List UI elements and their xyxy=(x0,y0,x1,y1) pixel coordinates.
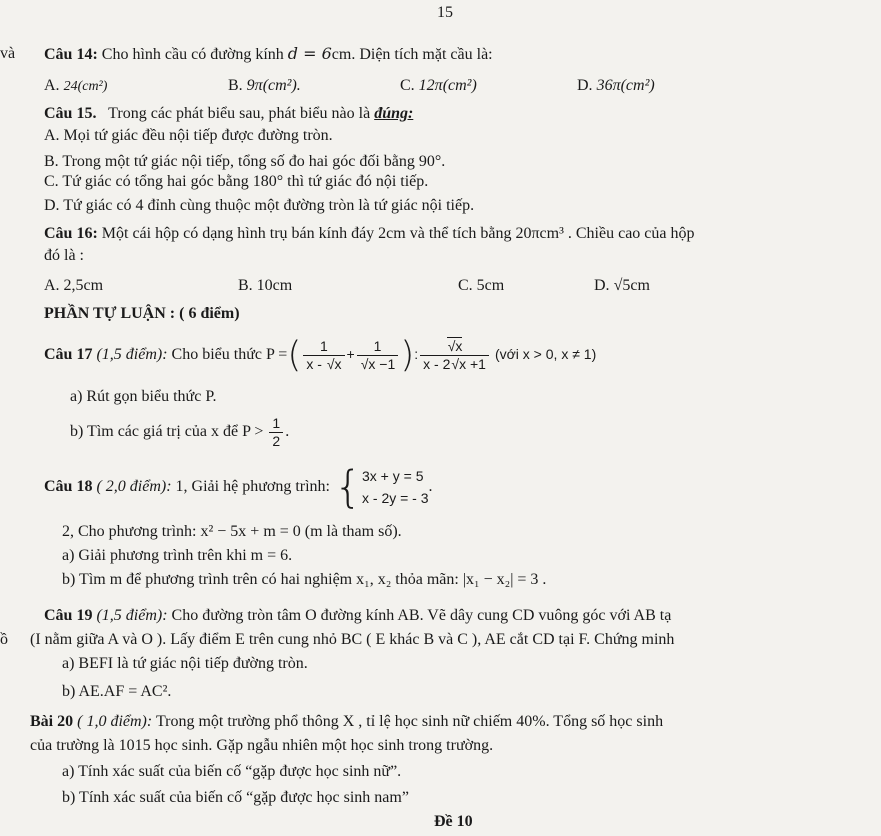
question-16-cont: đó là : xyxy=(44,247,84,264)
equation-1: 3x + y = 5 xyxy=(362,468,424,485)
question-label: Câu 15. xyxy=(44,105,97,122)
question-label: Câu 14: xyxy=(44,46,98,63)
option-16-c: C. 5cm xyxy=(458,277,505,294)
question-text: Cho đường tròn tâm O đường kính AB. Vẽ dây cung CD vuông góc với AB tạ xyxy=(171,607,672,624)
question-points: ( 1,0 điểm): xyxy=(77,713,153,730)
question-label: Câu 16: xyxy=(44,225,98,242)
option-14-d xyxy=(577,76,655,96)
question-text: Trong các phát biểu sau, phát biểu nào là xyxy=(108,105,371,122)
fraction-1: $\frac{1}{x - √x}$ xyxy=(303,338,344,373)
question-text-end: cm. Diện tích mặt cầu là: xyxy=(331,46,493,63)
option-14-a xyxy=(44,76,107,97)
question-18-b: b) Tìm m để phương trình trên có hai nghiệm x₁, x₂ thỏa mãn: |x₁ − x₂| = 3 . xyxy=(62,571,547,588)
question-18-a: a) Giải phương trình trên khi m = 6. xyxy=(62,547,293,564)
question-label: Câu 17 xyxy=(44,346,93,363)
option-15-a: A. Mọi tứ giác đều nội tiếp được đường tròn. xyxy=(44,127,333,144)
question-15 xyxy=(44,104,413,124)
fraction-2: $\frac{1}{√x -1}$ xyxy=(357,338,399,373)
question-17: Câu 17 (1,5 điểm): Cho biểu thức P =( $\frac{1}{x - √x}$ + $\frac{1}{√x -1}$ ): $\frac{√x}{x - 2√x +1}$ (với x > 0, x ≠ 1) xyxy=(44,334,597,376)
question-17-a: a) Rút gọn biểu thức P. xyxy=(70,388,217,405)
system-brace: { xyxy=(334,461,362,513)
question-label: Câu 18 xyxy=(44,478,93,495)
question-19-b: b) AE.AF = AC². xyxy=(62,683,172,700)
question-points: ( 2,0 điểm): xyxy=(96,478,172,495)
question-text: Một cái hộp có dạng hình trụ bán kính đáy 2cm và thể tích bằng 20πcm³ . Chiều cao của hộp xyxy=(101,225,695,242)
page-number: 15 xyxy=(437,4,453,21)
question-17-b xyxy=(70,412,289,452)
emphasis-word: đúng: xyxy=(374,105,414,122)
option-letter: C. xyxy=(400,77,415,94)
paren-close: ) xyxy=(400,334,415,376)
period: . xyxy=(285,423,290,440)
equation-system xyxy=(362,465,429,509)
exam-footer: Đề 10 xyxy=(434,813,473,830)
diameter-value: d = 6 xyxy=(287,44,332,63)
margin-fragment: và xyxy=(0,45,16,62)
option-14-b xyxy=(228,76,301,96)
question-16 xyxy=(44,224,695,244)
question-20 xyxy=(30,712,663,732)
question-text: Trong một trường phổ thông X , tỉ lệ học sinh nữ chiếm 40%. Tổng số học sinh xyxy=(155,713,664,730)
option-value: 24(cm²) xyxy=(63,79,108,94)
option-15-c: C. Tứ giác có tổng hai góc bằng 180° thì tứ giác đó nội tiếp. xyxy=(44,173,429,190)
option-value: 9π(cm²). xyxy=(246,77,301,94)
equation-2: x - 2y = - 3 xyxy=(362,490,429,507)
fraction-3: $\frac{√x}{x - 2√x +1}$ xyxy=(420,338,489,373)
option-value: √5cm xyxy=(613,277,650,294)
option-value: 36π(cm²) xyxy=(596,77,655,94)
condition: (với x > 0, x ≠ 1) xyxy=(494,346,597,362)
question-18: Câu 18 ( 2,0 điểm): 1, Giải hệ phương trình: { 3x + y = 5 x - 2y = - 3 . xyxy=(44,461,433,513)
option-16-b: B. 10cm xyxy=(238,277,293,294)
question-points: (1,5 điểm): xyxy=(96,346,168,363)
question-19-a: a) BEFI là tứ giác nội tiếp đường tròn. xyxy=(62,655,308,672)
question-text: Cho biểu thức P = xyxy=(171,346,288,363)
question-points: (1,5 điểm): xyxy=(96,607,168,624)
option-16-a: A. 2,5cm xyxy=(44,277,104,294)
option-15-b: B. Trong một tứ giác nội tiếp, tổng số đo hai góc đối bằng 90°. xyxy=(44,153,446,170)
paren-open: ( xyxy=(287,334,302,376)
option-letter: B. xyxy=(228,77,243,94)
option-14-c xyxy=(400,76,477,96)
question-text: b) Tìm các giá trị của x để P > xyxy=(70,423,264,440)
fraction-half: $\frac{1}{2}$ xyxy=(269,415,283,450)
option-letter: D. xyxy=(594,277,610,294)
question-label: Bài 20 xyxy=(30,713,74,730)
question-text: 1, Giải hệ phương trình: xyxy=(175,478,330,495)
question-20-b: b) Tính xác suất của biến cố “gặp được học sinh nam” xyxy=(62,789,409,806)
option-value: 12π(cm²) xyxy=(418,77,477,94)
question-19-cont: (I nằm giữa A và O ). Lấy điểm E trên cung nhỏ BC ( E khác B và C ), AE cắt CD tại F. Chứng minh xyxy=(30,631,675,648)
question-19 xyxy=(44,606,671,626)
option-letter: D. xyxy=(577,77,593,94)
question-20-cont: của trường là 1015 học sinh. Gặp ngẫu nhiên một học sinh trong trường. xyxy=(30,737,494,754)
question-text: Cho hình cầu có đường kính xyxy=(101,46,284,63)
question-20-a: a) Tính xác suất của biến cố “gặp được học sinh nữ”. xyxy=(62,763,402,780)
option-15-d: D. Tứ giác có 4 đỉnh cùng thuộc một đường tròn là tứ giác nội tiếp. xyxy=(44,197,475,214)
option-letter: A. xyxy=(44,77,60,94)
option-16-d xyxy=(594,276,650,296)
section-title: PHẦN TỰ LUẬN : ( 6 điểm) xyxy=(44,305,240,322)
margin-fragment-2: ồ xyxy=(0,631,8,648)
question-14 xyxy=(44,44,493,65)
question-18-part2: 2, Cho phương trình: x² − 5x + m = 0 (m là tham số). xyxy=(62,523,402,540)
question-label: Câu 19 xyxy=(44,607,93,624)
